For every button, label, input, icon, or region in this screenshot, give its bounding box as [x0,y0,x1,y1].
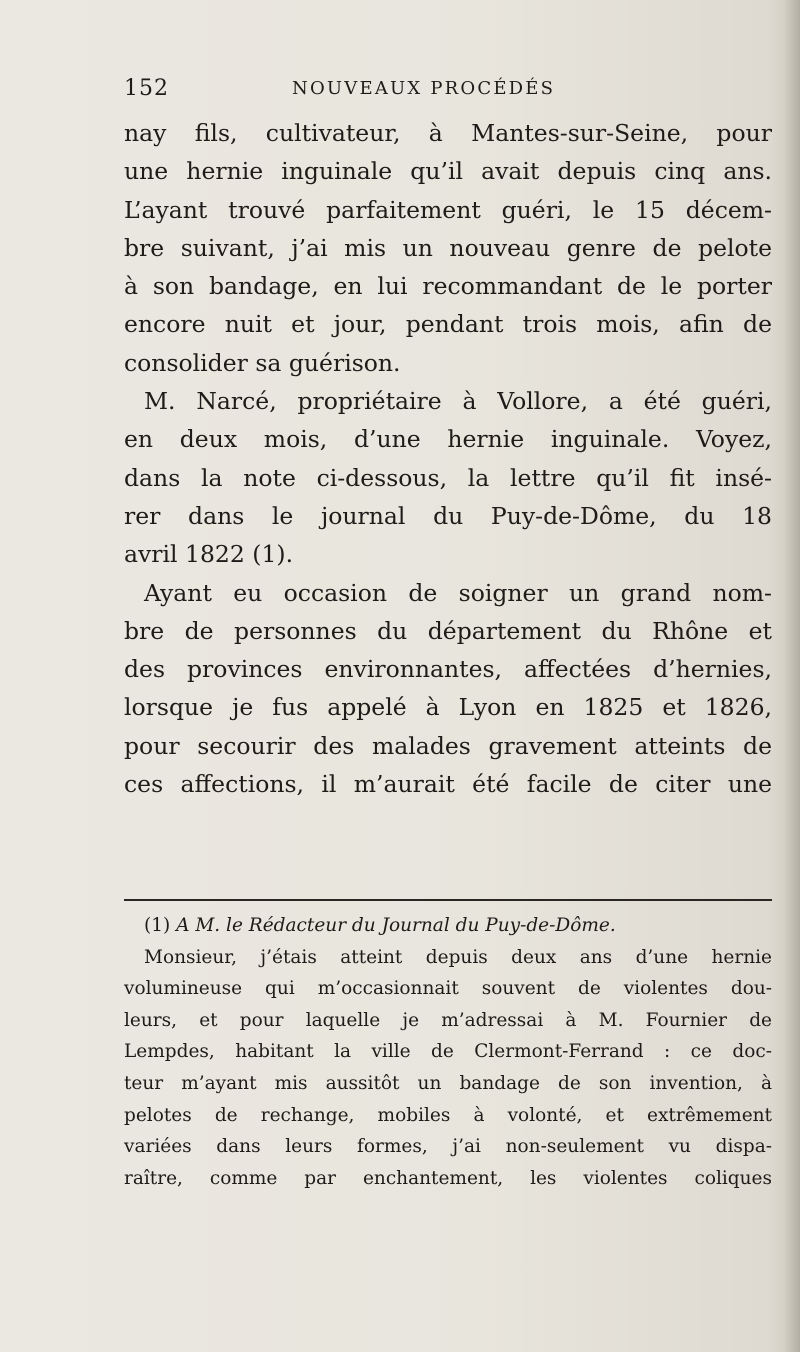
body-line: consolider sa guérison. [124,348,401,377]
footnote-line: Lempdes, habitant la ville de Clermont-Ferrand : ce doc- [124,1041,772,1063]
body-line: nay fils, cultivateur, à Mantes-sur-Seine, pour [124,119,772,147]
body-line: des provinces environnantes, affectées d’hernies, [124,655,772,684]
footnote-line: leurs, et pour laquelle je m’adressai à M. Fournier de [124,1009,772,1031]
footnote-line: volumineuse qui m’occasionnait souvent de violentes dou- [124,978,772,1000]
footnote [124,910,772,1194]
body-line: dans la note ci-dessous, la lettre qu’il fit insé- [124,463,772,492]
body-line: lorsque je fus appelé à Lyon en 1825 et 1826, [124,693,772,722]
footnote-line: teur m’ayant mis aussitôt un bandage de son invention, à [124,1072,772,1094]
footnote-line: Monsieur, j’étais atteint depuis deux ans d’une hernie [144,946,772,968]
body-text [124,114,772,803]
body-line: pour secourir des malades gravement atteints de [124,731,772,760]
footnote-heading: A M. le Rédacteur du Journal du Puy-de-Dôme. [176,915,616,936]
running-title: NOUVEAUX PROCÉDÉS [292,78,556,99]
body-line: en deux mois, d’une hernie inguinale. Voyez, [124,425,772,454]
body-line: L’ayant trouvé parfaitement guéri, le 15 décem- [124,195,772,224]
body-line: ces affections, il m’aurait été facile de citer une [124,770,772,799]
footnote-heading-line [124,910,772,942]
body-line: rer dans le journal du Puy-de-Dôme, du 18 [124,501,772,530]
footnote-marker: (1) [144,915,171,936]
body-line: M. Narcé, propriétaire à Vollore, a été guéri, [144,387,772,416]
body-line: avril 1822 (1). [124,540,294,569]
body-line: encore nuit et jour, pendant trois mois, afin de [124,310,772,339]
body-line: à son bandage, en lui recommandant de le porter [124,272,772,301]
footnote-rule [124,899,772,901]
body-line: bre suivant, j’ai mis un nouveau genre de pelote [124,233,772,262]
footnote-line: pelotes de rechange, mobiles à volonté, et extrêmement [124,1104,772,1126]
footnote-line: raître, comme par enchantement, les violentes coliques [124,1167,772,1189]
running-head [124,76,772,106]
body-line: bre de personnes du département du Rhône et [124,616,772,645]
footnote-line: variées dans leurs formes, j’ai non-seulement vu dispa- [124,1136,772,1158]
body-line: une hernie inguinale qu’il avait depuis cinq ans. [124,157,772,186]
page-number: 152 [124,76,169,101]
body-line: Ayant eu occasion de soigner un grand nom- [144,578,772,607]
page-edge-shadow [784,0,800,1352]
